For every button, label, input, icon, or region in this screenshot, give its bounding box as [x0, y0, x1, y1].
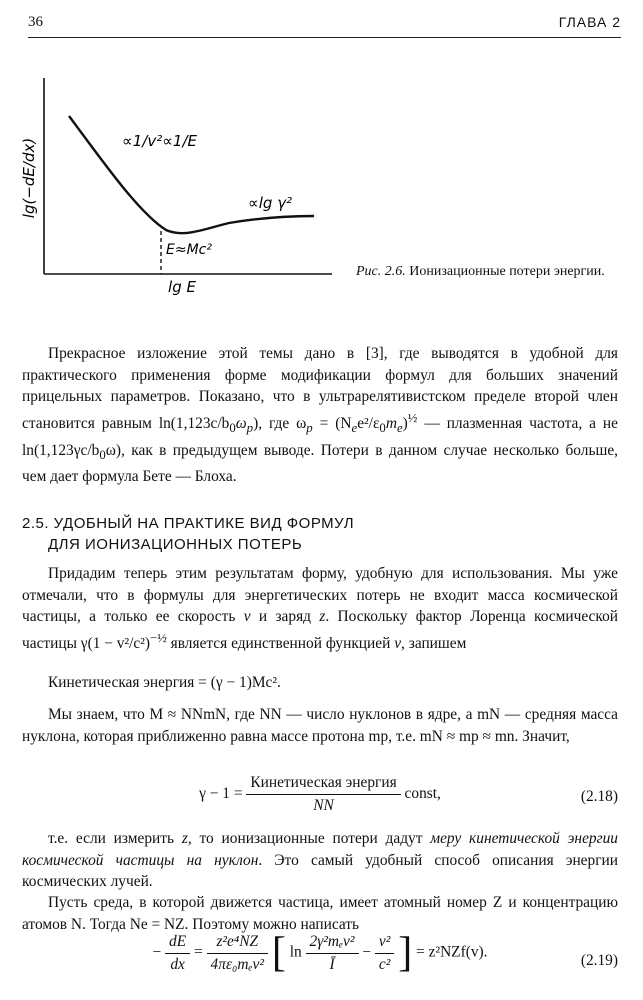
p4-z: z: [181, 830, 188, 847]
p2-d: является единственной функцией: [166, 634, 395, 652]
eq219-a-num: 2γ²mₑv²: [306, 933, 359, 954]
section-heading-line2: ДЛЯ ИОНИЗАЦИОННЫХ ПОТЕРЬ: [48, 536, 303, 553]
eq219-minus2: −: [362, 943, 372, 961]
section-heading: [22, 513, 618, 555]
eq218-number: (2.18): [580, 788, 618, 805]
p1-f: m: [385, 414, 397, 432]
paragraph-3: Мы знаем, что M ≈ NNmN, где NN — число нуклонов в ядре, а mN — средняя масса нуклона, которая приближенно равна массе протона mp, т.е. mN ≈ mp ≈ mn. Значит,: [22, 706, 618, 745]
eq218-den: NN: [313, 797, 334, 814]
p1-h: — плазменная частота, а не ln(1,123γc/b: [22, 414, 618, 459]
page-number: 36: [28, 14, 43, 30]
kinetic-energy-line: Кинетическая энергия = (γ − 1)Mc².: [48, 674, 281, 691]
p4-a: т.е. если измерить: [48, 830, 182, 847]
paragraph-4: [22, 828, 618, 893]
eq219-lhs: [165, 933, 190, 974]
p2-e: , запишем: [401, 634, 467, 652]
annotation-relativistic-rise: ∝lg γ²: [248, 194, 293, 212]
p1-a: Прекрасное изложение этой темы дано в [3], где выводятся в удобной для практического применения форме модификации формул для больших значений прицельных параметров. Показано, что в ультрарелятивистском пределе второй член становится равным ln(1,123c/b: [22, 345, 618, 432]
p2-v: v: [243, 608, 251, 626]
eq219-coef: [207, 933, 268, 974]
annotation-low-energy: ∝1/v²∝1/E: [122, 132, 197, 150]
equation-2-19: [22, 932, 618, 974]
eq219-ln: ln: [289, 943, 302, 961]
right-bracket: ]: [398, 930, 413, 976]
p2-exp: −½: [149, 630, 167, 645]
p1-g: ): [402, 414, 408, 432]
p4-c: . Это самый удобный способ описания энергии космических лучей.: [22, 851, 618, 891]
equation-2-18: [22, 774, 618, 815]
p1-i: ω), как в предыдущем выводе. Потери в данном случае несколько больше, чем дает формула Бете — Блоха.: [22, 441, 618, 486]
p1-d: = (N: [312, 414, 352, 432]
figure-caption: [356, 262, 618, 281]
eq219-b-num: v²: [375, 933, 394, 954]
section-heading-line1: 2.5. УДОБНЫЙ НА ПРАКТИКЕ ВИД ФОРМУЛ: [22, 515, 355, 532]
caption-text: Ионизационные потери энергии.: [409, 264, 605, 279]
eq219-c-den: 4πε₀mₑv²: [210, 955, 264, 973]
eq219-lhs-num: dE: [165, 933, 190, 954]
p4-b: , то ионизационные потери дадут: [187, 830, 431, 847]
p4-italic: меру кинетической энергии космической частицы на нуклон: [22, 830, 618, 869]
eq218-left: γ − 1 =: [199, 785, 243, 803]
eq218-num: Кинетическая энергия: [246, 774, 400, 795]
eq219-rhs: = z²NZf(v).: [416, 943, 488, 961]
eq219-minus: −: [152, 943, 162, 961]
annotation-minimum: E≈Mc²: [166, 242, 212, 258]
figure-ionization-losses: [20, 68, 344, 308]
header-rule: [28, 37, 621, 38]
eq219-arg: [306, 933, 359, 974]
paragraph-5: Пусть среда, в которой движется частица, имеет атомный номер Z и концентрацию атомов N. Тогда Ne = NZ. Поэтому можно написать: [22, 894, 618, 933]
chapter-title: ГЛАВА 2: [558, 14, 621, 30]
eq219-lhs-den: dx: [170, 955, 185, 973]
eq219-beta: [375, 933, 394, 974]
x-axis-label: lg E: [168, 278, 196, 296]
paragraph-1: Прекрасное изложение этой темы дано в [3], где выводятся в удобной для практического применения форме модификации формул для больших значений прицельных параметров. Показано, что в ультрарелятивистском пределе второй член становится равным $\ln(1,123c/b_0\omega_p)$, где $\omega_p = (N_ee^2/\varepsilon_0m_e)^{\frac{1}{2}}$ — плазменная частота, а не $\ln(1,123\gamma c/b_0\omega)$, как в предыдущем выводе. Потери в данном случае несколько больше, чем дает формула Бете — Блоха.: [22, 345, 618, 486]
eq219-c-num: z²e⁴NZ: [207, 933, 268, 954]
left-bracket: [: [271, 930, 286, 976]
p2-b: и заряд: [250, 608, 320, 626]
paragraph-2: [22, 563, 618, 655]
p1-b: ω: [235, 414, 247, 432]
page-header: [28, 14, 621, 34]
y-axis-label: lg(−dE/dx): [20, 137, 38, 219]
caption-label: Рис. 2.6.: [356, 264, 406, 279]
p2-c: . Поскольку фактор Лоренца космической частицы γ(1 − v²/c²): [22, 608, 619, 652]
p2-z: z: [319, 608, 326, 626]
eq219-a-den: Ī: [329, 955, 335, 973]
eq219-b-den: c²: [378, 955, 391, 973]
p1-c: ), где ω: [253, 414, 307, 432]
p2-a: Придадим теперь этим результатам форму, удобную для использования. Мы уже отмечали, что в формулы для энергетических потерь не входит масса космической частицы, а только ее скорость: [22, 565, 618, 626]
eq218-right: const,: [404, 785, 441, 803]
eq219-number: (2.19): [580, 952, 618, 969]
p2-v2: v: [394, 634, 402, 652]
eq219-eq: =: [194, 943, 203, 961]
eq218-fraction: [246, 774, 400, 815]
p1-e: e²/ε: [357, 414, 380, 432]
